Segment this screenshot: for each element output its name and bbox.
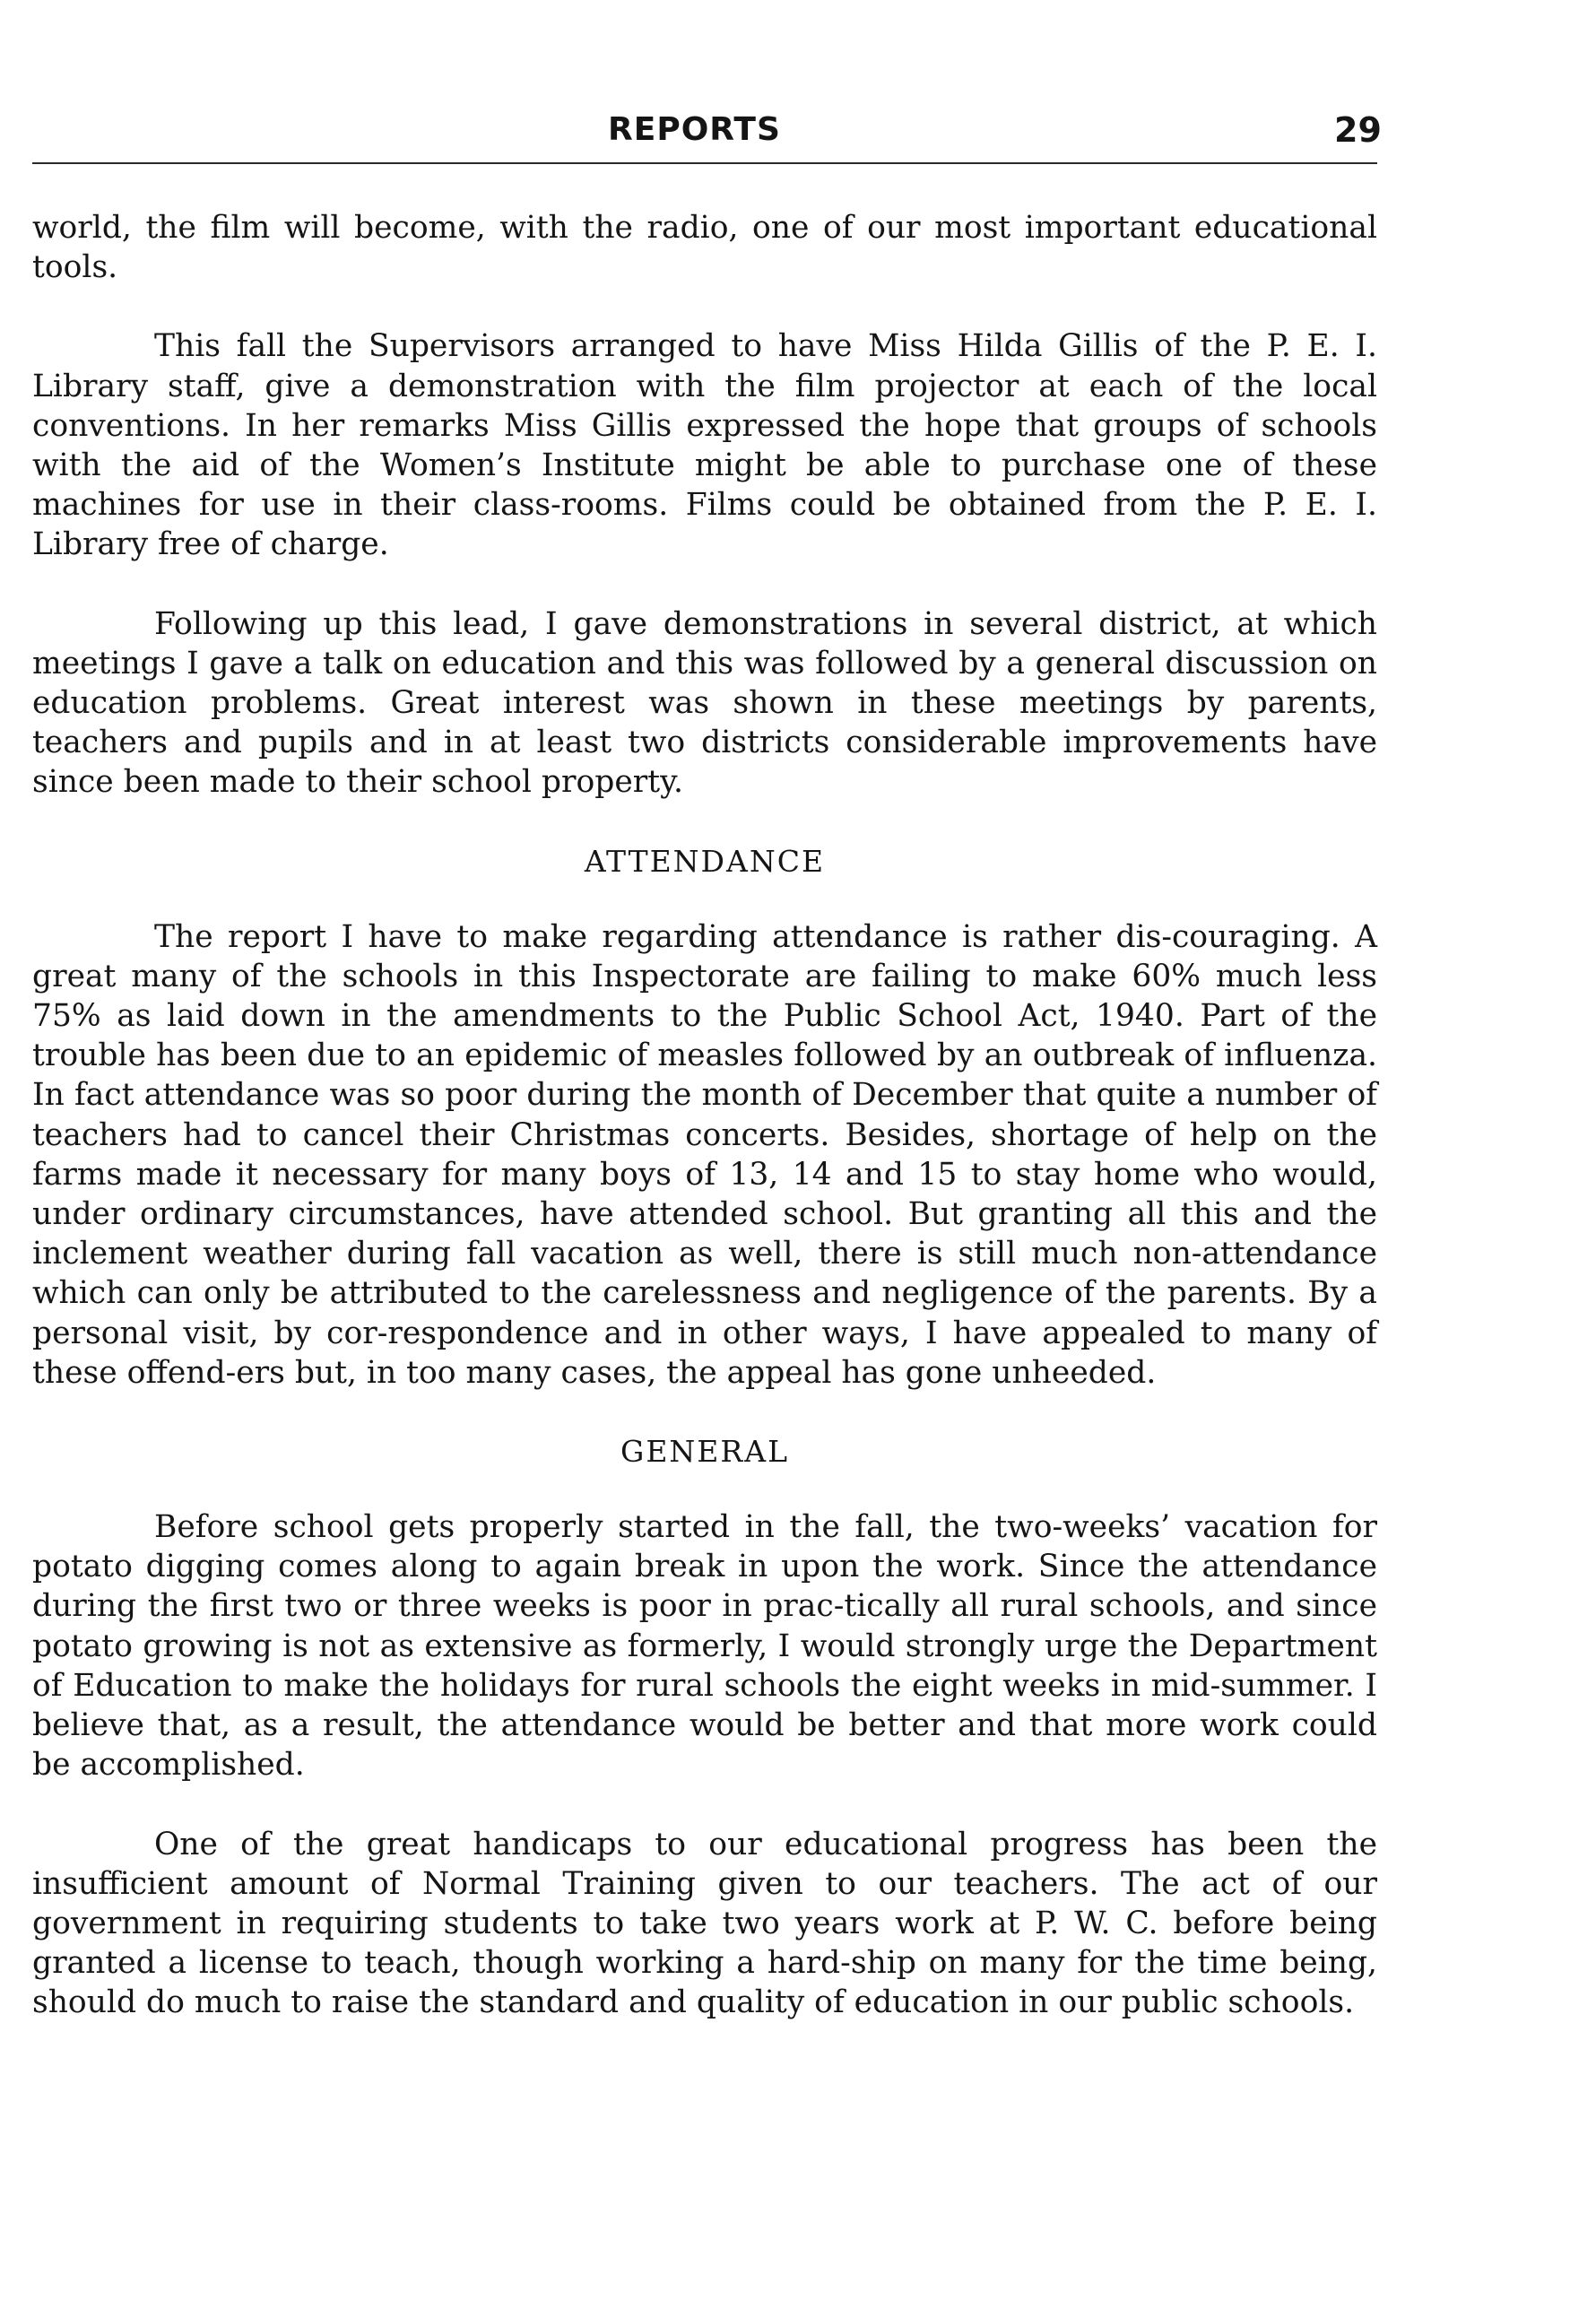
paragraph-district-meetings: Following up this lead, I gave demonstrations in several district, at which meetings I gave a talk on education and this was followed by a general discussion on education problems. Great interest was shown in these meetings by parents, teachers and pupils and in at least two districts considerable improvements have since been made to their school property. [32,605,1377,801]
section-heading-attendance: ATTENDANCE [584,843,826,879]
paragraph-attendance: The report I have to make regarding attendance is rather dis-couraging. A great many of the schools in this Inspectorate are failing to make 60% much less 75% as laid down in the amendments to the Public School Act, 1940. Part of the trouble has been due to an epidemic of measles followed by an outbreak of influenza. In fact attendance was so poor during the month of December that quite a number of teachers had to cancel their Christmas concerts. Besides, shortage of help on the farms made it necessary for many boys of 13, 14 and 15 to stay home who would, under ordinary circumstances, have attended school. But granting all this and the inclement weather during fall vacation as well, there is still much non-attendance which can only be attributed to the carelessness and negligence of the parents. By a personal visit, by cor-respondence and in other ways, I have appealed to many of these offend-ers but, in too many cases, the appeal has gone unheeded. [32,918,1377,1391]
header-rule [32,162,1377,164]
running-head: REPORTS [608,111,781,148]
body-text [32,208,1377,2062]
paragraph-normal-training: One of the great handicaps to our educational progress has been the insufficient amount of Normal Training given to our teachers. The act of our government in requiring students to take two years work at P. W. C. before being granted a license to teach, though working a hard-ship on many for the time being, should do much to raise the standard and quality of education in our public schools. [32,1826,1377,2021]
section-heading-general: GENERAL [620,1434,789,1470]
paragraph-potato-vacation: Before school gets properly started in the fall, the two-weeks’ vacation for potato digging comes along to again break in upon the work. Since the attendance during the first two or three weeks is poor in prac-tically all rural schools, and since potato growing is not as extensive as formerly, I would strongly urge the Department of Education to make the holidays for rural schools the eight weeks in mid-summer. I believe that, as a result, the attendance would be better and that more work could be accomplished. [32,1509,1377,1784]
paragraph-film-demonstration: This fall the Supervisors arranged to have Miss Hilda Gillis of the P. E. I. Library staff, give a demonstration with the film projector at each of the local conventions. In her remarks Miss Gillis expressed the hope that groups of schools with the aid of the Women’s Institute might be able to purchase one of these machines for use in their class-rooms. Films could be obtained from the P. E. I. Library free of charge. [32,328,1377,563]
page-header [0,108,1596,152]
page-number: 29 [1334,110,1382,150]
paragraph-film-continuation: world, the film will become, with the radio, one of our most important educational tools. [32,210,1377,286]
